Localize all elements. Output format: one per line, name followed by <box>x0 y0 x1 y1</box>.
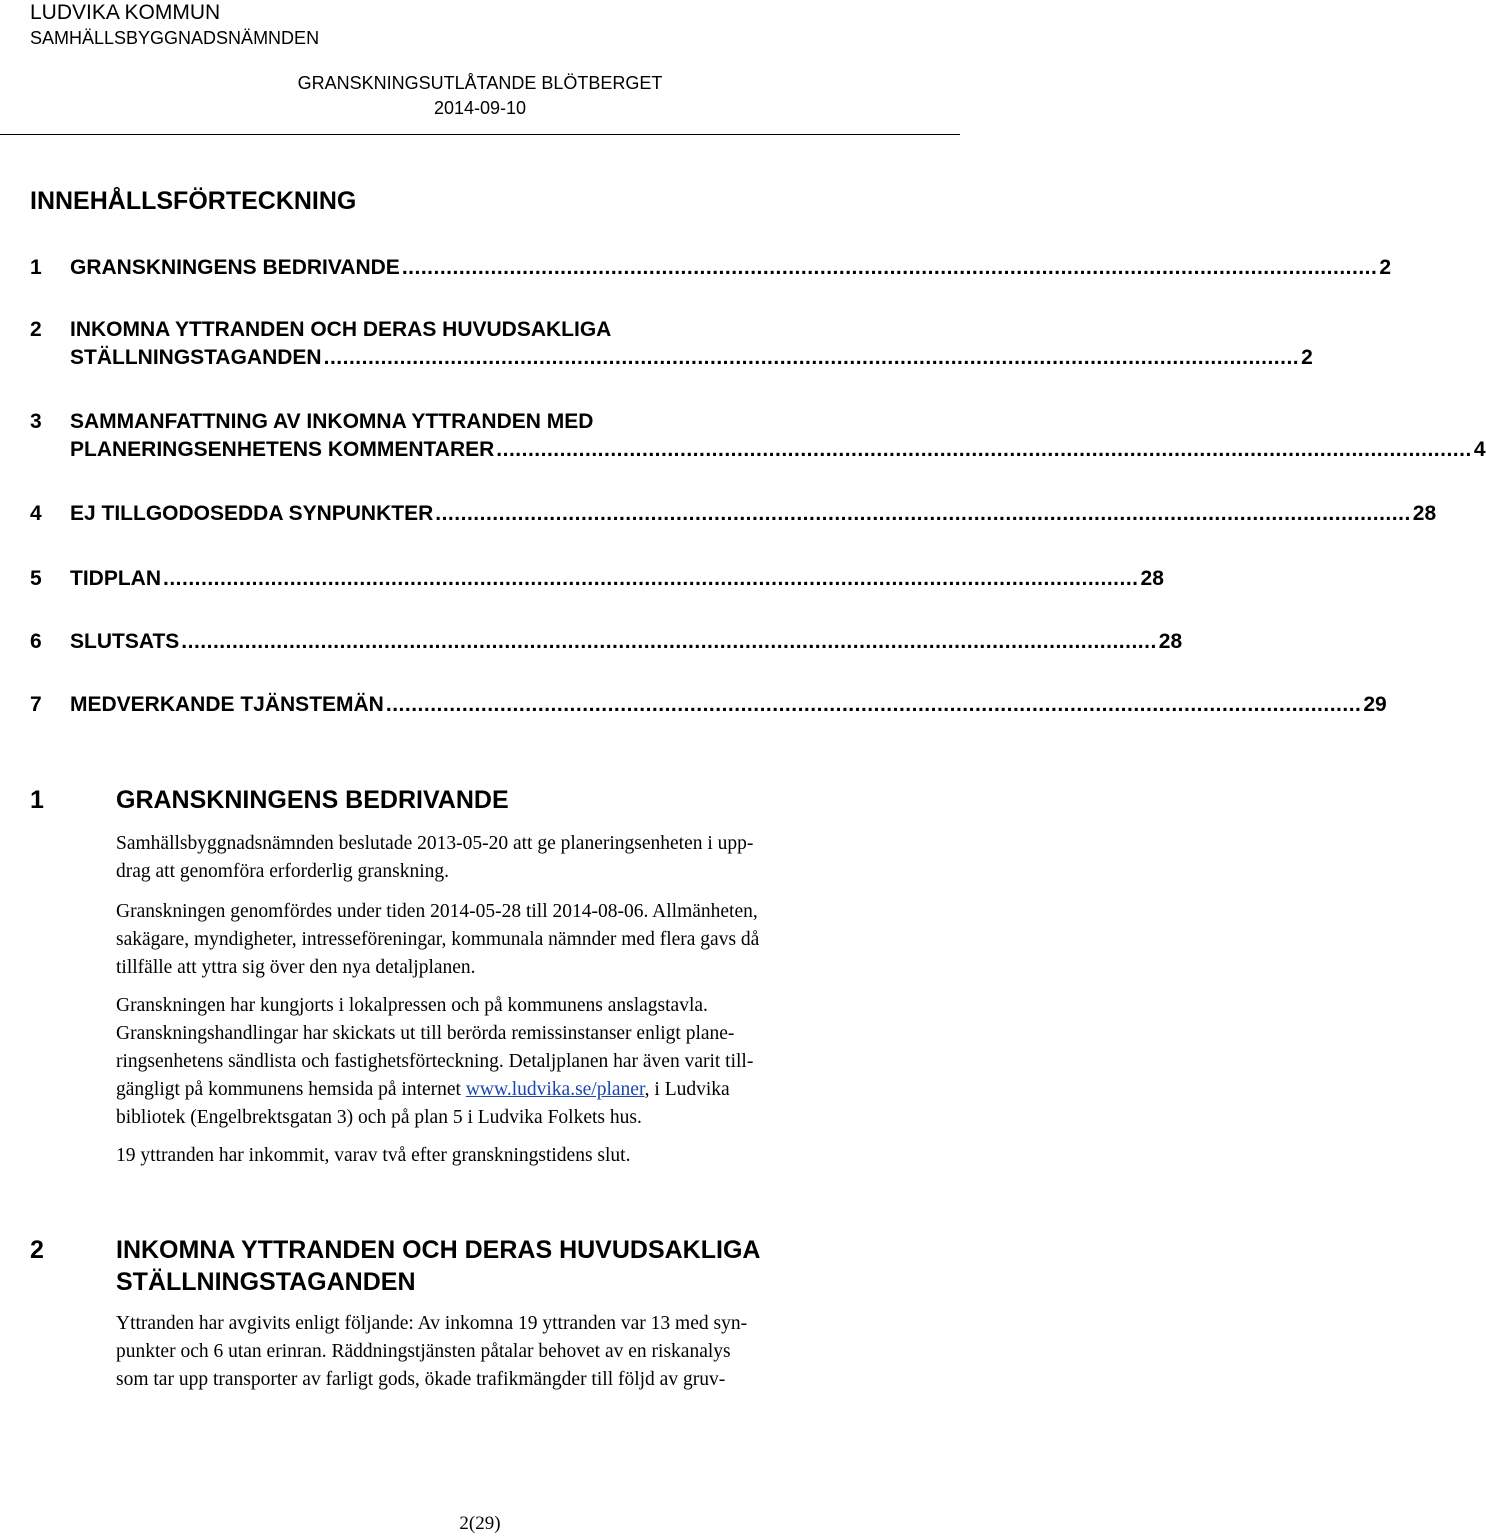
toc-entry-1[interactable] <box>30 254 1392 282</box>
toc-entry-page: 4 <box>1473 438 1486 461</box>
text-line: 19 yttranden har inkommit, varav två efter granskningstidens slut. <box>116 1145 631 1166</box>
document-date: 2014-09-10 <box>433 98 527 118</box>
text-fragment: , i Ludvika <box>644 1079 730 1100</box>
section-1-paragraph-3 <box>116 992 916 1132</box>
toc-entry-2-line1[interactable] <box>30 316 912 344</box>
toc-entry-title: GRANSKNINGENS BEDRIVANDE <box>70 256 400 279</box>
toc-entry-title: MEDVERKANDE TJÄNSTEMÄN <box>70 693 384 716</box>
text-line <box>116 1076 916 1104</box>
toc-entry-number: 1 <box>30 256 42 279</box>
text-line: Granskningshandlingar har skickats ut till berörda remissinstanser enligt plane- <box>116 1023 735 1044</box>
toc-entry-title: INKOMNA YTTRANDEN OCH DERAS HUVUDSAKLIGA <box>70 318 612 341</box>
toc-dot-leader: .......................................................................................................................................................... <box>163 567 1139 590</box>
toc-entry-page: 28 <box>1412 502 1437 525</box>
toc-entry-page: 28 <box>1140 567 1164 590</box>
toc-entry-number: 5 <box>30 567 42 590</box>
toc-entry-title: SAMMANFATTNING AV INKOMNA YTTRANDEN MED <box>70 410 594 433</box>
text-line: Yttranden har avgivits enligt följande: Av inkomna 19 yttranden var 13 med syn- <box>116 1313 748 1334</box>
page-number: 2(29) <box>459 1513 501 1534</box>
text-line: Granskningen har kungjorts i lokalpressen och på kommunens anslagstavla. <box>116 995 708 1016</box>
text-line: drag att genomföra erforderlig granskning. <box>116 861 450 882</box>
toc-dot-leader: .......................................................................................................................................................... <box>496 438 1472 461</box>
toc-dot-leader: .......................................................................................................................................................... <box>181 630 1157 653</box>
planer-link[interactable]: www.ludvika.se/planer <box>465 1079 645 1100</box>
organization-name: LUDVIKA KOMMUN <box>30 1 221 24</box>
toc-dot-leader: .......................................................................................................................................................... <box>323 346 1300 369</box>
text-line: Samhällsbyggnadsnämnden beslutade 2013-05-20 att ge planeringsenheten i upp- <box>116 833 754 854</box>
toc-entry-title: SLUTSATS <box>70 630 180 653</box>
toc-entry-number: 4 <box>30 502 42 525</box>
text-line: som tar upp transporter av farligt gods, ökade trafikmängder till följd av gruv- <box>116 1369 726 1390</box>
toc-entry-page: 2 <box>1379 256 1392 279</box>
toc-entry-6[interactable] <box>30 628 1183 656</box>
text-line: bibliotek (Engelbrektsgatan 3) och på plan 5 i Ludvika Folkets hus. <box>116 1107 642 1128</box>
text-line: tillfälle att yttra sig över den nya detaljplanen. <box>116 957 476 978</box>
toc-dot-leader: .......................................................................................................................................................... <box>435 502 1411 525</box>
section-title-continued: STÄLLNINGSTAGANDEN <box>116 1268 416 1296</box>
text-line: punkter och 6 utan erinran. Räddningstjänsten påtalar behovet av en riskanalys <box>116 1341 731 1362</box>
section-number: 1 <box>30 786 44 814</box>
toc-entry-number: 7 <box>30 693 42 716</box>
toc-entry-2[interactable] <box>30 344 1313 372</box>
section-title: GRANSKNINGENS BEDRIVANDE <box>116 786 509 814</box>
section-2-paragraph-1 <box>116 1310 916 1394</box>
toc-entry-number: 6 <box>30 630 42 653</box>
toc-entry-3[interactable] <box>30 436 1486 464</box>
text-line: sakägare, myndigheter, intresseföreningar, kommunala nämnder med flera gavs då <box>116 929 760 950</box>
toc-entry-title: TIDPLAN <box>70 567 161 590</box>
section-number: 2 <box>30 1236 44 1264</box>
toc-entry-page: 2 <box>1301 346 1313 369</box>
section-1-paragraph-2 <box>116 898 916 982</box>
section-1-paragraph-4 <box>116 1142 916 1170</box>
header-divider <box>0 134 960 135</box>
department-name: SAMHÄLLSBYGGNADSNÄMNDEN <box>30 28 320 48</box>
toc-dot-leader: .......................................................................................................................................................... <box>401 256 1378 279</box>
toc-entry-7[interactable] <box>30 691 1387 719</box>
text-line: Granskningen genomfördes under tiden 2014-05-28 till 2014-08-06. Allmänheten, <box>116 901 758 922</box>
toc-entry-page: 28 <box>1158 630 1183 653</box>
toc-entry-number: 2 <box>30 318 42 341</box>
text-fragment: gängligt på kommunens hemsida på internet <box>116 1079 466 1100</box>
toc-entry-5[interactable] <box>30 565 1164 593</box>
text-line: ringsenhetens sändlista och fastighetsförteckning. Detaljplanen har även varit till- <box>116 1051 754 1072</box>
toc-entry-3-line1[interactable] <box>30 408 912 436</box>
document-title: GRANSKNINGSUTLÅTANDE BLÖTBERGET <box>297 73 663 93</box>
toc-entry-title: EJ TILLGODOSEDDA SYNPUNKTER <box>70 502 434 525</box>
section-1-paragraph-1 <box>116 830 916 886</box>
toc-entry-number: 3 <box>30 410 42 433</box>
toc-entry-4[interactable] <box>30 500 1437 528</box>
section-title: INKOMNA YTTRANDEN OCH DERAS HUVUDSAKLIGA <box>116 1236 761 1264</box>
toc-entry-title-continued: PLANERINGSENHETENS KOMMENTARER <box>70 438 495 461</box>
toc-heading: INNEHÅLLSFÖRTECKNING <box>30 187 357 215</box>
toc-entry-title-continued: STÄLLNINGSTAGANDEN <box>70 346 322 369</box>
toc-dot-leader: .......................................................................................................................................................... <box>385 693 1362 716</box>
toc-entry-page: 29 <box>1363 693 1387 716</box>
